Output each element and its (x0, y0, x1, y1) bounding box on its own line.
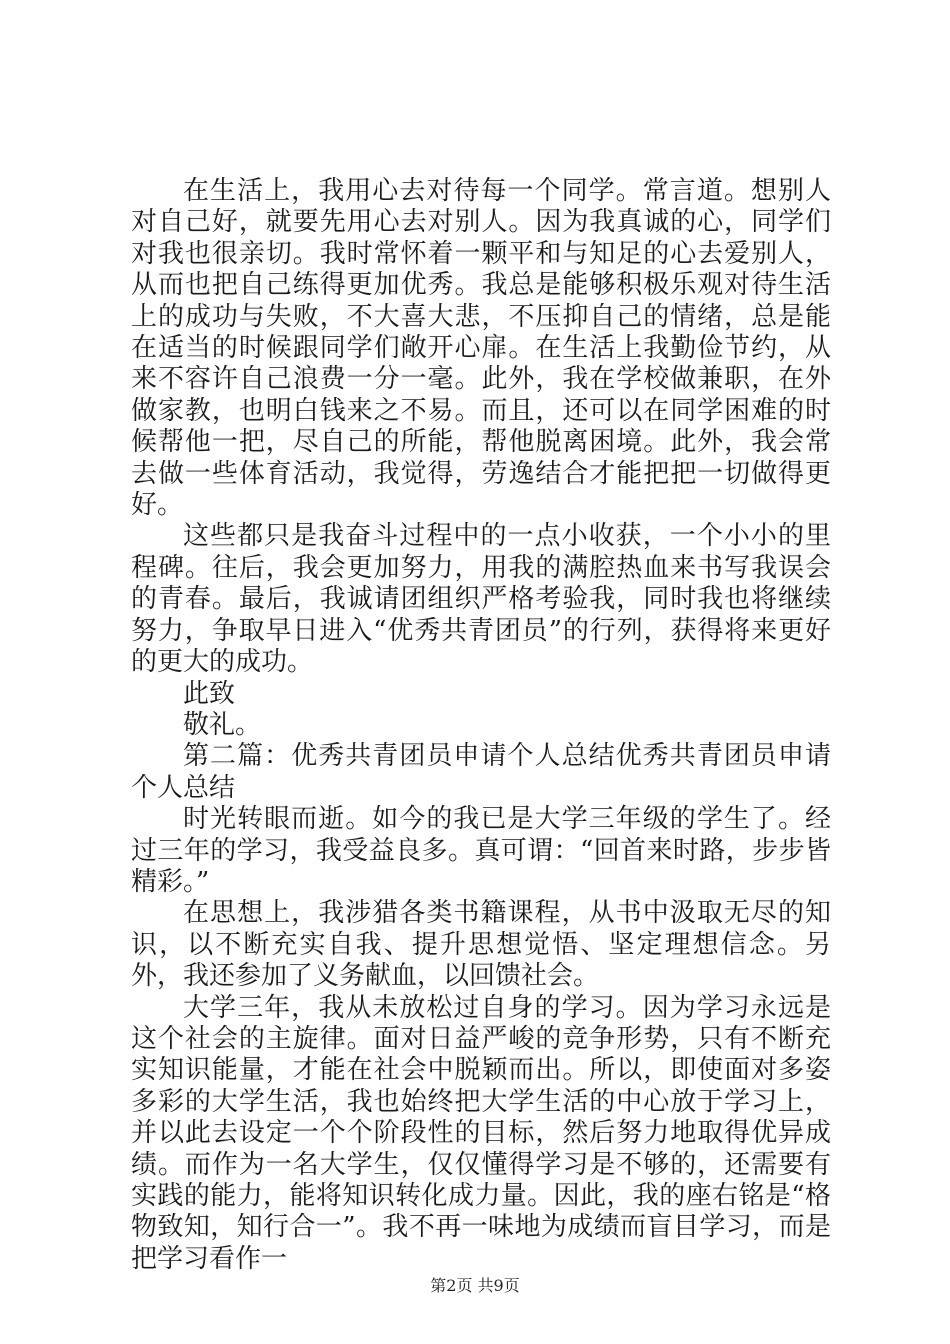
salutation-cizhi: 此致 (183, 678, 236, 709)
paragraph-study: 大学三年，我从未放松过自身的学习。因为学习永远是这个社会的主旋律。面对日益严峻的竞争形势，只有不断充实知识能量，才能在社会中脱颖而出。所以，即使面对多姿多彩的大学生活，我也始终把大学生活的中心放于学习上，并以此去设定一个个阶段性的目标，然后努力地取得优异成绩。而作为一名大学生，仅仅懂得学习是不够的，还需要有实践的能力，能将知识转化成力量。因此，我的座右铭是“格物致知，知行合一”。我不再一味地为成绩而盲目学习，而是把学习看作一 (131, 992, 831, 1274)
paragraph-milestone: 这些都只是我奋斗过程中的一点小收获，一个小小的里程碑。往后，我会更加努力，用我的满腔热血来书写我误会的青春。最后，我诚请团组织严格考验我，同时我也将继续努力，争取早日进入“优秀共青团员”的行列，获得将来更好的更大的成功。 (131, 521, 831, 678)
salutation-jingli: 敬礼。 (183, 709, 262, 740)
section-heading: 第二篇：优秀共青团员申请个人总结优秀共青团员申请个人总结 (131, 741, 831, 803)
paragraph-time: 时光转眼而逝。如今的我已是大学三年级的学生了。经过三年的学习，我受益良多。真可谓：“回首来时路，步步皆精彩。” (131, 804, 831, 897)
paragraph-thought: 在思想上，我涉猎各类书籍课程，从书中汲取无尽的知识，以不断充实自我、提升思想觉悟、坚定理想信念。另外，我还参加了义务献血，以回馈社会。 (131, 898, 831, 992)
page-footer: 第2页 共9页 (430, 1276, 520, 1295)
paragraph-life: 在生活上，我用心去对待每一个同学。常言道。想别人对自己好，就要先用心去对别人。因为我真诚的心，同学们对我也很亲切。我时常怀着一颗平和与知足的心去爱别人，从而也把自己练得更加优秀。我总是能够积极乐观对待生活上的成功与失败，不大喜大悲，不压抑自己的情绪，总是能在适当的时候跟同学们敞开心扉。在生活上我勤俭节约，从来不容许自己浪费一分一毫。此外，我在学校做兼职，在外做家教，也明白钱来之不易。而且，还可以在同学困难的时候帮他一把，尽自己的所能，帮他脱离困境。此外，我会常去做一些体育活动，我觉得，劳逸结合才能把把一切做得更好。 (131, 176, 831, 521)
document-body (131, 176, 831, 1275)
